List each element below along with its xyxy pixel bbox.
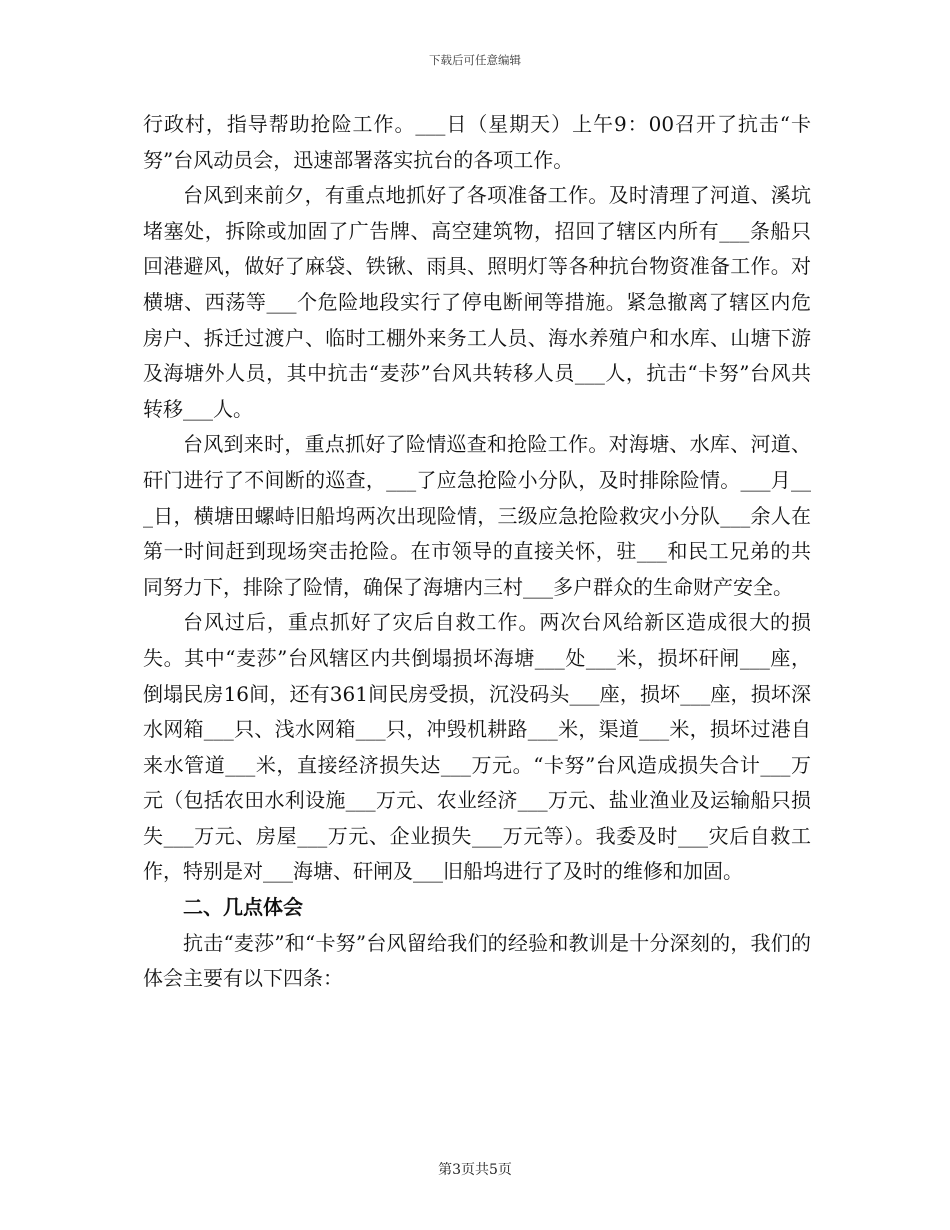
paragraph-lessons: 抗击“麦莎”和“卡努”台风留给我们的经验和教训是十分深刻的，我们的体会主要有以下四条： — [143, 930, 811, 991]
paragraph-continuation: 行政村，指导帮助抢险工作。___日（星期天）上午9：00召开了抗击“卡努”台风动员会，迅速部署落实抗台的各项工作。 — [143, 112, 811, 172]
paragraph-during-typhoon: 台风到来时，重点抓好了险情巡查和抢险工作。对海塘、水库、河道、矸门进行了不间断的巡查，___了应急抢险小分队，及时排除险情。___月___日，横塘田螺峙旧船坞两次出现险情，三级应急抢险救灾小分队___余人在第一时间赶到现场突击抢险。在市领导的直接关怀，驻___和民工兄弟的共同努力下，排除了险情，确保了海塘内三村___多户群众的生命财产安全。 — [143, 432, 811, 599]
page-header: 下载后可任意编辑 — [429, 53, 521, 67]
document-body — [143, 107, 811, 997]
paragraph-preparation: 台风到来前夕，有重点地抓好了各项准备工作。及时清理了河道、溪坑堵塞处，拆除或加固了广告牌、高空建筑物，招回了辖区内所有___条船只回港避风，做好了麻袋、铁锹、雨具、照明灯等各种抗台物资准备工作。对横塘、西荡等___个危险地段实行了停电断闸等措施。紧急撤离了辖区内危房户、拆迁过渡户、临时工棚外来务工人员、海水养殖户和水库、山塘下游及海塘外人员，其中抗击“麦莎”台风共转移人员___人，抗击“卡努”台风共转移___人。 — [143, 183, 811, 421]
page-number: 第3页共5页 — [438, 1162, 512, 1178]
paragraph-after-typhoon: 台风过后，重点抓好了灾后自救工作。两次台风给新区造成很大的损失。其中“麦莎”台风辖区内共倒塌损坏海塘___处___米，损坏矸闸___座，倒塌民房16间，还有361间民房受损，沉没码头___座，损坏___座，损坏深水网箱___只、浅水网箱___只，冲毁机耕路___米，渠道___米，损坏过港自来水管道___米，直接经济损失达___万元。“卡努”台风造成损失合计___万元（包括农田水利设施___万元、农业经济___万元、盐业渔业及运输船只损失___万元、房屋___万元、企业损失___万元等）。我委及时___灾后自救工作，特别是对___海塘、矸闸及___旧船坞进行了及时的维修和加固。 — [143, 610, 811, 884]
section-heading: 二、几点体会 — [183, 895, 303, 920]
